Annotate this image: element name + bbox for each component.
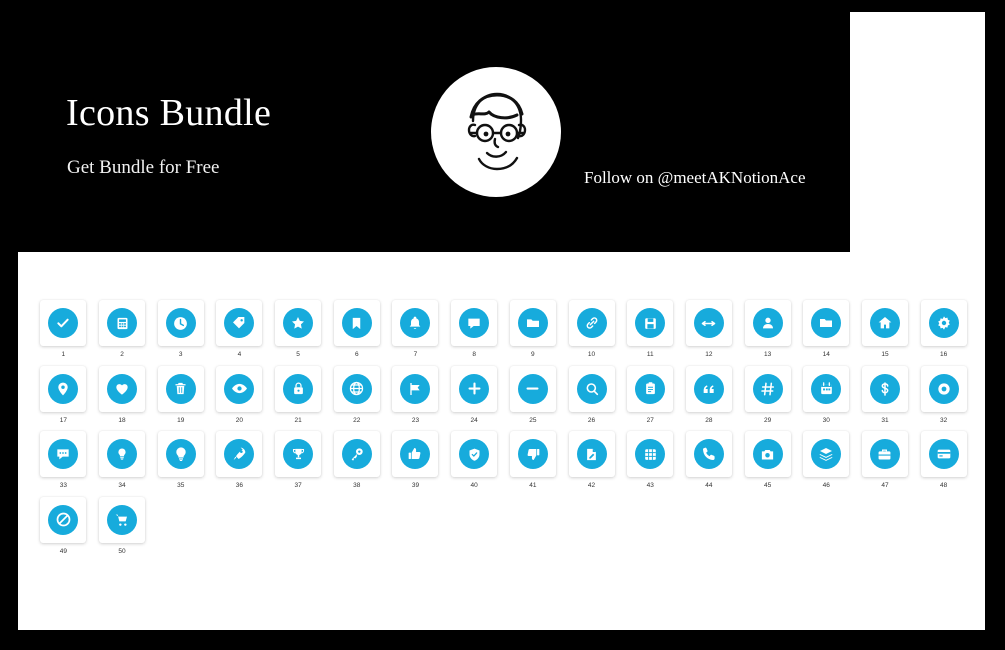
link-icon xyxy=(577,308,607,338)
icon-tile[interactable] xyxy=(451,300,497,346)
icon-grid xyxy=(34,300,974,562)
icon-cell[interactable] xyxy=(562,366,621,425)
thumbs-down-icon xyxy=(518,439,548,469)
icon-number: 22 xyxy=(353,416,361,424)
icon-number: 27 xyxy=(646,416,654,424)
icon-number: 30 xyxy=(822,416,830,424)
calculator-icon xyxy=(107,308,137,338)
icon-cell[interactable] xyxy=(210,300,269,359)
icon-tile[interactable] xyxy=(921,366,967,412)
icon-tile[interactable] xyxy=(451,366,497,412)
icon-cell[interactable] xyxy=(93,431,152,490)
page-subtitle: Get Bundle for Free xyxy=(67,157,220,178)
heart-icon xyxy=(107,374,137,404)
icon-tile[interactable] xyxy=(40,497,86,543)
icon-cell[interactable] xyxy=(738,431,797,490)
icon-number: 42 xyxy=(587,482,596,489)
icon-number: 19 xyxy=(177,416,185,424)
tag-icon xyxy=(224,308,254,338)
icon-tile[interactable] xyxy=(392,431,438,477)
lightbulb-icon xyxy=(166,439,196,469)
icon-number: 28 xyxy=(705,416,713,424)
flag-icon xyxy=(400,374,430,404)
icon-tile[interactable] xyxy=(99,431,145,477)
icon-cell[interactable] xyxy=(445,431,504,490)
icon-tile[interactable] xyxy=(745,300,791,346)
gear-icon xyxy=(929,308,959,338)
icon-tile[interactable] xyxy=(921,431,967,477)
shopping-cart-icon xyxy=(107,505,137,535)
icon-number: 21 xyxy=(294,416,302,424)
avatar xyxy=(431,67,561,197)
icon-tile[interactable] xyxy=(216,431,262,477)
icon-tile[interactable] xyxy=(334,431,380,477)
icon-number: 8 xyxy=(472,351,476,358)
icon-number: 24 xyxy=(470,416,478,424)
icon-number: 31 xyxy=(881,416,889,424)
icon-cell[interactable] xyxy=(621,366,680,425)
folder-icon xyxy=(518,308,548,338)
icon-cell[interactable] xyxy=(386,366,445,425)
icon-cell[interactable] xyxy=(445,366,504,425)
icon-tile[interactable] xyxy=(40,300,86,346)
icon-cell[interactable] xyxy=(93,366,152,425)
icon-cell[interactable] xyxy=(269,300,328,359)
icon-cell[interactable] xyxy=(914,300,973,359)
icon-tile[interactable] xyxy=(745,431,791,477)
icon-cell[interactable] xyxy=(504,300,563,359)
icon-cell[interactable] xyxy=(151,431,210,490)
thumbs-up-icon xyxy=(400,439,430,469)
bookmark-icon xyxy=(342,308,372,338)
icon-tile[interactable] xyxy=(686,300,732,346)
icon-number: 40 xyxy=(470,482,478,489)
icon-number: 3 xyxy=(178,351,183,358)
icons-card xyxy=(18,252,985,630)
icon-number: 14 xyxy=(822,351,830,358)
icon-cell[interactable] xyxy=(856,431,915,490)
icon-number: 2 xyxy=(120,351,124,358)
icon-cell[interactable] xyxy=(504,431,563,490)
clock-icon xyxy=(166,308,196,338)
icon-number: 41 xyxy=(529,482,537,489)
arrows-horizontal-icon xyxy=(694,308,724,338)
icon-cell[interactable] xyxy=(269,431,328,490)
icon-tile[interactable] xyxy=(569,366,615,412)
icon-cell[interactable] xyxy=(797,431,856,490)
icon-tile[interactable] xyxy=(686,366,732,412)
icon-number: 17 xyxy=(59,416,67,424)
icon-number: 10 xyxy=(587,351,596,358)
icon-tile[interactable] xyxy=(275,300,321,346)
icon-tile[interactable] xyxy=(862,366,908,412)
icon-cell[interactable] xyxy=(210,366,269,425)
icon-number: 25 xyxy=(529,416,537,424)
chat-dots-icon xyxy=(48,439,78,469)
icon-number: 43 xyxy=(646,482,654,489)
icon-cell[interactable] xyxy=(34,366,93,425)
icon-cell[interactable] xyxy=(680,300,739,359)
icon-number: 1 xyxy=(61,351,66,358)
icon-number: 36 xyxy=(235,482,244,489)
icon-tile[interactable] xyxy=(803,431,849,477)
briefcase-icon xyxy=(870,439,900,469)
icon-tile[interactable] xyxy=(451,431,497,477)
icon-number: 26 xyxy=(587,416,596,424)
icon-cell[interactable] xyxy=(914,366,973,425)
icon-tile[interactable] xyxy=(99,300,145,346)
icon-cell[interactable] xyxy=(797,300,856,359)
icon-cell[interactable] xyxy=(327,431,386,490)
icon-cell[interactable] xyxy=(210,431,269,490)
eye-icon xyxy=(224,374,254,404)
page-title: Icons Bundle xyxy=(66,92,272,134)
icon-number: 6 xyxy=(354,351,359,358)
star-icon xyxy=(283,308,313,338)
icon-cell[interactable] xyxy=(93,300,152,359)
icon-cell[interactable] xyxy=(34,300,93,359)
icon-cell[interactable] xyxy=(562,300,621,359)
icon-cell[interactable] xyxy=(151,300,210,359)
icon-cell[interactable] xyxy=(34,497,93,556)
icon-number: 45 xyxy=(763,482,772,489)
dollar-icon xyxy=(870,374,900,404)
trash-icon xyxy=(166,374,196,404)
icon-number: 29 xyxy=(763,416,772,424)
icon-tile[interactable] xyxy=(803,300,849,346)
icon-number: 39 xyxy=(411,482,420,489)
icon-cell[interactable] xyxy=(327,300,386,359)
icon-tile[interactable] xyxy=(921,300,967,346)
icon-cell[interactable] xyxy=(327,366,386,425)
icon-number: 47 xyxy=(881,482,889,489)
icon-tile[interactable] xyxy=(627,366,673,412)
save-disk-icon xyxy=(635,308,665,338)
minus-icon xyxy=(518,374,548,404)
icon-cell[interactable] xyxy=(269,366,328,425)
icon-cell[interactable] xyxy=(621,300,680,359)
icon-tile[interactable] xyxy=(803,366,849,412)
icon-cell[interactable] xyxy=(856,300,915,359)
icon-cell[interactable] xyxy=(386,431,445,490)
user-icon xyxy=(753,308,783,338)
follow-handle: Follow on @meetAKNotionAce xyxy=(584,168,806,187)
plus-icon xyxy=(459,374,489,404)
icon-number: 9 xyxy=(531,351,535,358)
icon-tile[interactable] xyxy=(158,431,204,477)
icon-number: 49 xyxy=(59,547,67,555)
icon-number: 46 xyxy=(822,482,830,489)
icon-number: 15 xyxy=(881,351,889,358)
icon-tile[interactable] xyxy=(392,300,438,346)
calendar-icon xyxy=(811,374,841,404)
icon-cell[interactable] xyxy=(856,366,915,425)
icon-cell[interactable] xyxy=(386,300,445,359)
quote-icon xyxy=(694,374,724,404)
icon-number: 37 xyxy=(294,482,302,489)
icon-number: 44 xyxy=(705,482,713,489)
icon-cell[interactable] xyxy=(680,366,739,425)
icon-number: 50 xyxy=(118,547,126,555)
icon-tile[interactable] xyxy=(334,300,380,346)
no-entry-icon xyxy=(48,505,78,535)
icon-number: 23 xyxy=(411,416,420,424)
hash-icon xyxy=(753,374,783,404)
icon-number: 48 xyxy=(940,482,948,489)
icon-number: 20 xyxy=(235,416,244,424)
icon-cell[interactable] xyxy=(738,300,797,359)
grid-icon xyxy=(635,439,665,469)
rocket-icon xyxy=(224,439,254,469)
icon-tile[interactable] xyxy=(158,300,204,346)
icon-number: 16 xyxy=(940,351,948,358)
layers-icon xyxy=(811,439,841,469)
icon-tile[interactable] xyxy=(275,431,321,477)
icon-tile[interactable] xyxy=(99,497,145,543)
search-icon xyxy=(577,374,607,404)
icon-tile[interactable] xyxy=(216,300,262,346)
icon-cell[interactable] xyxy=(680,431,739,490)
card-icon xyxy=(929,439,959,469)
icon-tile[interactable] xyxy=(569,300,615,346)
icon-number: 35 xyxy=(177,482,185,489)
icon-tile[interactable] xyxy=(99,366,145,412)
lock-icon xyxy=(283,374,313,404)
icon-cell[interactable] xyxy=(914,431,973,490)
icon-tile[interactable] xyxy=(392,366,438,412)
icon-cell[interactable] xyxy=(562,431,621,490)
icon-number: 7 xyxy=(413,351,418,358)
corner-wedge xyxy=(850,12,985,257)
folder-filled-icon xyxy=(811,308,841,338)
lightbulb-small-icon xyxy=(107,439,137,469)
icon-cell[interactable] xyxy=(151,366,210,425)
map-pin-icon xyxy=(48,374,78,404)
icon-tile[interactable] xyxy=(510,366,556,412)
icon-cell[interactable] xyxy=(621,431,680,490)
shield-icon xyxy=(459,439,489,469)
icon-cell[interactable] xyxy=(445,300,504,359)
icon-cell[interactable] xyxy=(738,366,797,425)
icon-tile[interactable] xyxy=(510,431,556,477)
check-circle-icon xyxy=(48,308,78,338)
icon-tile[interactable] xyxy=(862,300,908,346)
icon-tile[interactable] xyxy=(627,300,673,346)
icon-tile[interactable] xyxy=(40,366,86,412)
camera-icon xyxy=(753,439,783,469)
clipboard-icon xyxy=(635,374,665,404)
icon-number: 5 xyxy=(296,351,300,358)
icon-tile[interactable] xyxy=(862,431,908,477)
home-icon xyxy=(870,308,900,338)
circle-dot-icon xyxy=(929,374,959,404)
icon-number: 18 xyxy=(118,416,126,424)
trophy-icon xyxy=(283,439,313,469)
icon-tile[interactable] xyxy=(275,366,321,412)
globe-icon xyxy=(342,374,372,404)
icon-cell[interactable] xyxy=(504,366,563,425)
icon-number: 4 xyxy=(237,351,242,358)
icon-tile[interactable] xyxy=(745,366,791,412)
icon-number: 34 xyxy=(118,482,126,489)
icon-tile[interactable] xyxy=(40,431,86,477)
chat-bubble-icon xyxy=(459,308,489,338)
icon-tile[interactable] xyxy=(334,366,380,412)
icon-cell[interactable] xyxy=(34,431,93,490)
key-icon xyxy=(342,439,372,469)
icon-cell[interactable] xyxy=(93,497,152,556)
icon-number: 11 xyxy=(646,351,654,358)
icon-tile[interactable] xyxy=(158,366,204,412)
icon-number: 13 xyxy=(763,351,772,358)
icon-tile[interactable] xyxy=(627,431,673,477)
icon-number: 38 xyxy=(353,482,361,489)
edit-document-icon xyxy=(577,439,607,469)
icon-tile[interactable] xyxy=(686,431,732,477)
icon-number: 33 xyxy=(59,482,67,489)
icon-cell[interactable] xyxy=(797,366,856,425)
icon-tile[interactable] xyxy=(510,300,556,346)
icon-number: 32 xyxy=(940,416,948,424)
phone-icon xyxy=(694,439,724,469)
bell-icon xyxy=(400,308,430,338)
icon-tile[interactable] xyxy=(216,366,262,412)
icon-tile[interactable] xyxy=(569,431,615,477)
icon-number: 12 xyxy=(705,351,713,358)
